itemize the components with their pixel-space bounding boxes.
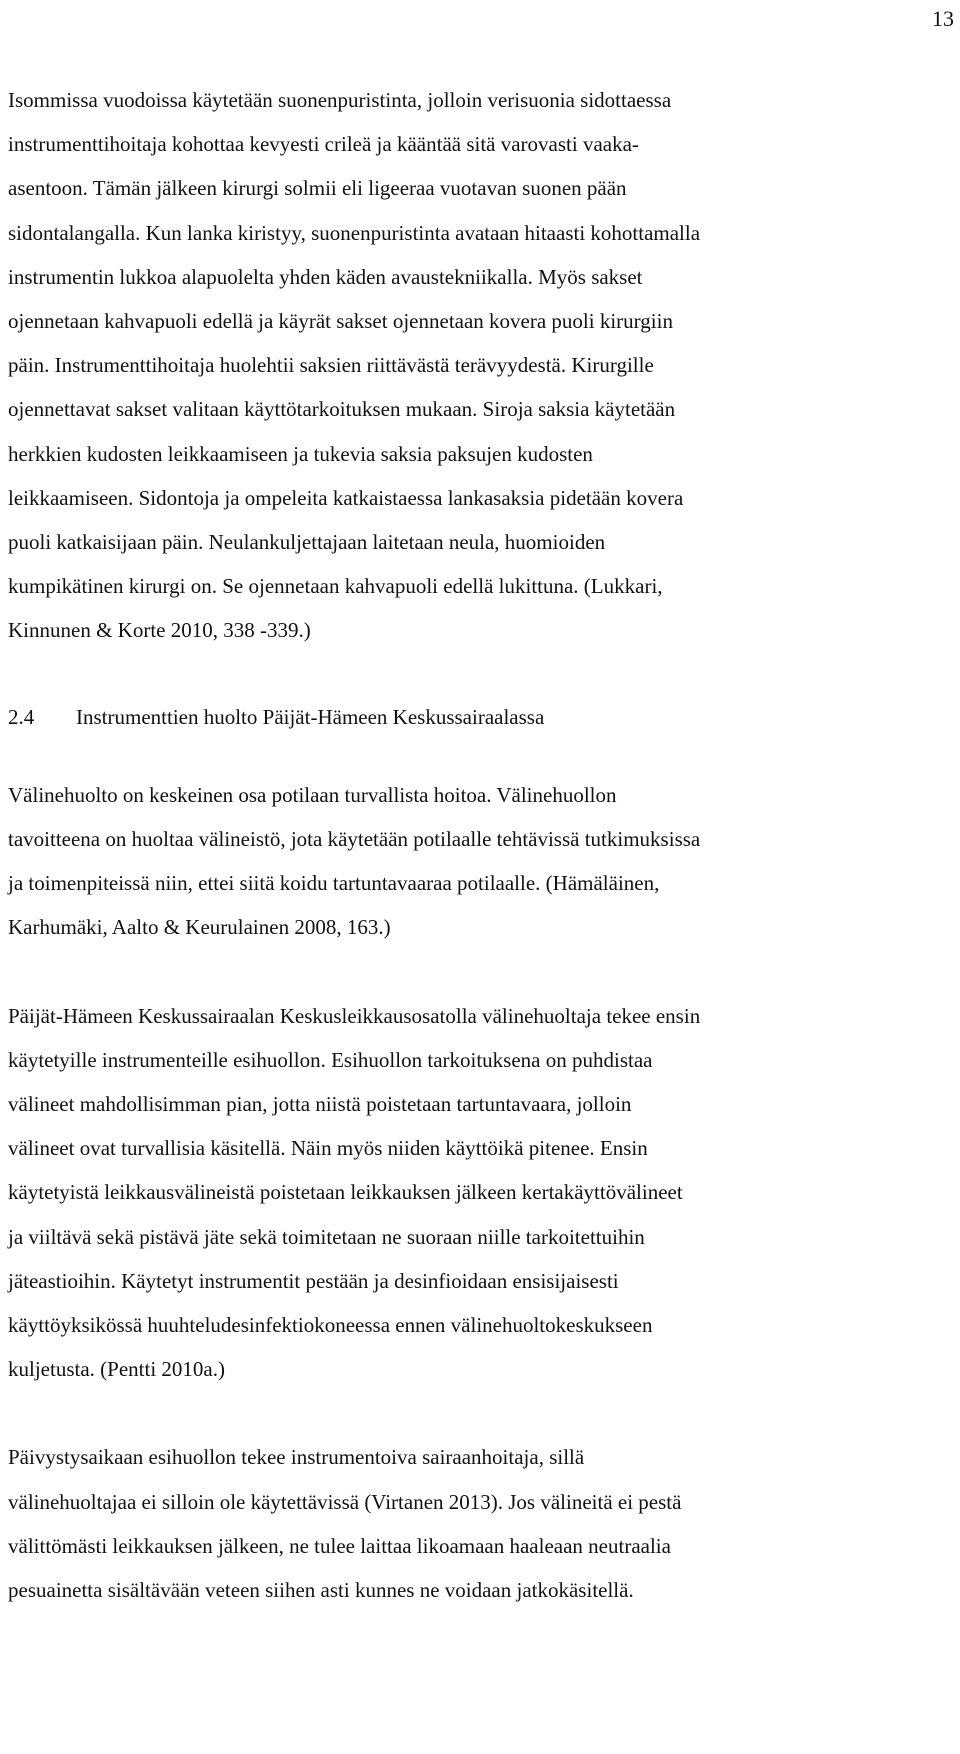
text-line: käyttöyksikössä huuhteludesinfektiokoneessa ennen välinehuoltokeskukseen bbox=[8, 1313, 653, 1338]
text-line: välinehuoltajaa ei silloin ole käytettävissä (Virtanen 2013). Jos välineitä ei pestä bbox=[8, 1489, 682, 1514]
text-line: leikkaamiseen. Sidontoja ja ompeleita katkaistaessa lankasaksia pidetään kovera bbox=[8, 485, 684, 510]
text-line: käytetyistä leikkausvälineistä poistetaan leikkauksen jälkeen kertakäyttövälineet bbox=[8, 1180, 683, 1205]
text-line: sidontalangalla. Kun lanka kiristyy, suonenpuristinta avataan hitaasti kohottamalla bbox=[8, 220, 701, 245]
text-line: välittömästi leikkauksen jälkeen, ne tulee laittaa likoamaan haaleaan neutraalia bbox=[8, 1533, 671, 1558]
text-line: herkkien kudosten leikkaamiseen ja tukevia saksia paksujen kudosten bbox=[8, 441, 593, 466]
text-line: asentoon. Tämän jälkeen kirurgi solmii eli ligeeraa vuotavan suonen pään bbox=[8, 176, 627, 201]
paragraph-esihuolto bbox=[8, 994, 928, 1392]
text-line: Kinnunen & Korte 2010, 338 -339.) bbox=[8, 618, 311, 643]
text-line: kumpikätinen kirurgi on. Se ojennetaan kahvapuoli edellä lukittuna. (Lukkari, bbox=[8, 574, 663, 599]
page-number: 13 bbox=[932, 6, 954, 31]
section-title: Instrumenttien huolto Päijät-Hämeen Keskussairaalassa bbox=[76, 704, 545, 729]
text-line: kuljetusta. (Pentti 2010a.) bbox=[8, 1357, 225, 1382]
paragraph-valinehuolto bbox=[8, 773, 928, 950]
text-line: ja viiltävä sekä pistävä jäte sekä toimitetaan ne suoraan niille tarkoitettuihin bbox=[8, 1224, 645, 1249]
text-line: pesuainetta sisältävään veteen siihen asti kunnes ne voidaan jatkokäsitellä. bbox=[8, 1578, 634, 1603]
text-line: Isommissa vuodoissa käytetään suonenpuristinta, jolloin verisuonia sidottaessa bbox=[8, 88, 672, 112]
text-line: puoli katkaisijaan päin. Neulankuljettajaan laitetaan neula, huomioiden bbox=[8, 530, 606, 555]
text-line: välineet mahdollisimman pian, jotta niistä poistetaan tartuntavaara, jolloin bbox=[8, 1092, 632, 1117]
paragraph-paivystysaika bbox=[8, 1435, 928, 1612]
text-line: ojennetaan kahvapuoli edellä ja käyrät sakset ojennetaan kovera puoli kirurgiin bbox=[8, 309, 673, 334]
text-line: tavoitteena on huoltaa välineistö, jota käytetään potilaalle tehtävissä tutkimuksissa bbox=[8, 827, 701, 852]
section-heading bbox=[8, 695, 928, 739]
text-line: käytetyille instrumenteille esihuollon. Esihuollon tarkoituksena on puhdistaa bbox=[8, 1047, 653, 1072]
document-body bbox=[8, 78, 928, 1612]
text-line: ja toimenpiteissä niin, ettei siitä koidu tartuntavaaraa potilaalle. (Hämäläinen, bbox=[8, 871, 660, 896]
text-line: Päijät-Hämeen Keskussairaalan Keskusleikkausosatolla välinehuoltaja tekee ensin bbox=[8, 1003, 701, 1028]
text-line: päin. Instrumenttihoitaja huolehtii saksien riittävästä terävyydestä. Kirurgille bbox=[8, 353, 654, 378]
text-line: instrumenttihoitaja kohottaa kevyesti crileä ja kääntää sitä varovasti vaaka- bbox=[8, 132, 639, 157]
text-line: Välinehuolto on keskeinen osa potilaan turvallista hoitoa. Välinehuollon bbox=[8, 782, 617, 807]
text-line: instrumentin lukkoa alapuolelta yhden käden avaustekniikalla. Myös sakset bbox=[8, 264, 643, 289]
text-line: Päivystysaikaan esihuollon tekee instrumentoiva sairaanhoitaja, sillä bbox=[8, 1445, 585, 1470]
section-number: 2.4 bbox=[8, 704, 35, 729]
text-line: Karhumäki, Aalto & Keurulainen 2008, 163.) bbox=[8, 915, 391, 940]
paragraph-suonenpuristin bbox=[8, 78, 928, 653]
text-line: jäteastioihin. Käytetyt instrumentit pestään ja desinfioidaan ensisijaisesti bbox=[8, 1268, 619, 1293]
text-line: ojennettavat sakset valitaan käyttötarkoituksen mukaan. Siroja saksia käytetään bbox=[8, 397, 676, 422]
text-line: välineet ovat turvallisia käsitellä. Näin myös niiden käyttöikä pitenee. Ensin bbox=[8, 1136, 648, 1161]
